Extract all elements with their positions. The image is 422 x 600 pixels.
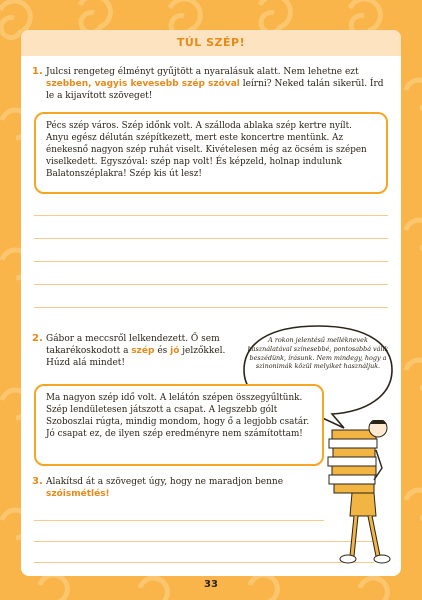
writing-line: [34, 284, 388, 285]
task1-text-after: leírni? Neked talán sikerül. Írd le a kijavított szöveget!: [46, 79, 384, 101]
task1-text-before: Julcsi rengeteg élményt gyűjtött a nyaralásuk alatt. Nem lehetne ezt: [46, 67, 359, 77]
task2-number: 2.: [32, 333, 43, 344]
writing-line: [34, 541, 374, 542]
task2-text-mid: és: [154, 346, 171, 356]
task2-instruction: [46, 333, 238, 369]
writing-line: [34, 215, 388, 216]
task3-instruction: [46, 476, 306, 500]
writing-line: [34, 238, 388, 239]
task2-text-before: Gábor a meccsről lelkendezett. Ő sem takarékoskodott a: [46, 334, 220, 356]
boy-with-books-illustration: [326, 420, 402, 570]
task1-instruction: [46, 66, 392, 102]
task3-number: 3.: [32, 476, 43, 487]
page-number: 33: [204, 579, 218, 590]
task2-text-after: jelzőkkel. Húzd alá mindet!: [46, 346, 226, 368]
task3-text-before: Alakítsd át a szöveget úgy, hogy ne maradjon benne: [46, 477, 284, 487]
writing-line: [34, 562, 374, 563]
writing-line: [34, 261, 388, 262]
task1-highlight: szebben, vagyis kevesebb szép szóval: [46, 79, 240, 89]
writing-line: [34, 520, 324, 521]
page-title: TÚL SZÉP!: [21, 30, 401, 56]
tip-bubble-text: A rokon jelentésű melléknevek használatával színesebbé, pontosabbá válik beszédünk, írásunk. Nem mindegy, hogy a szinonimák közül melyiket használjuk.: [247, 336, 389, 371]
task2-highlight-szep: szép: [131, 346, 155, 356]
task1-text-box: Pécs szép város. Szép időnk volt. A szálloda ablaka szép kertre nyílt. Anyu egész délután szépítkezett, mert este koncertre mentünk. Az énekesnő nagyon szép ruhát viselt. Kivételesen még az öcsém is szépen viselkedett. Egyszóval: szép nap volt! És képzeld, holnap indulunk Balatonszéplakra! Szép kis út lesz!: [34, 112, 388, 194]
task2-text-box: Ma nagyon szép idő volt. A lelátón szépen összegyűltünk. Szép lendületesen játszott a csapat. A legszebb gólt Szoboszlai rúgta, mindig mondom, hogy ő a legjobb csatár. Jó csapat ez, de ilyen szép eredményre nem számítottam!: [34, 384, 324, 466]
task1-number: 1.: [32, 66, 43, 77]
task2-highlight-jo: jó: [170, 346, 180, 356]
task3-highlight: szóismétlés!: [46, 489, 110, 499]
writing-line: [34, 307, 388, 308]
